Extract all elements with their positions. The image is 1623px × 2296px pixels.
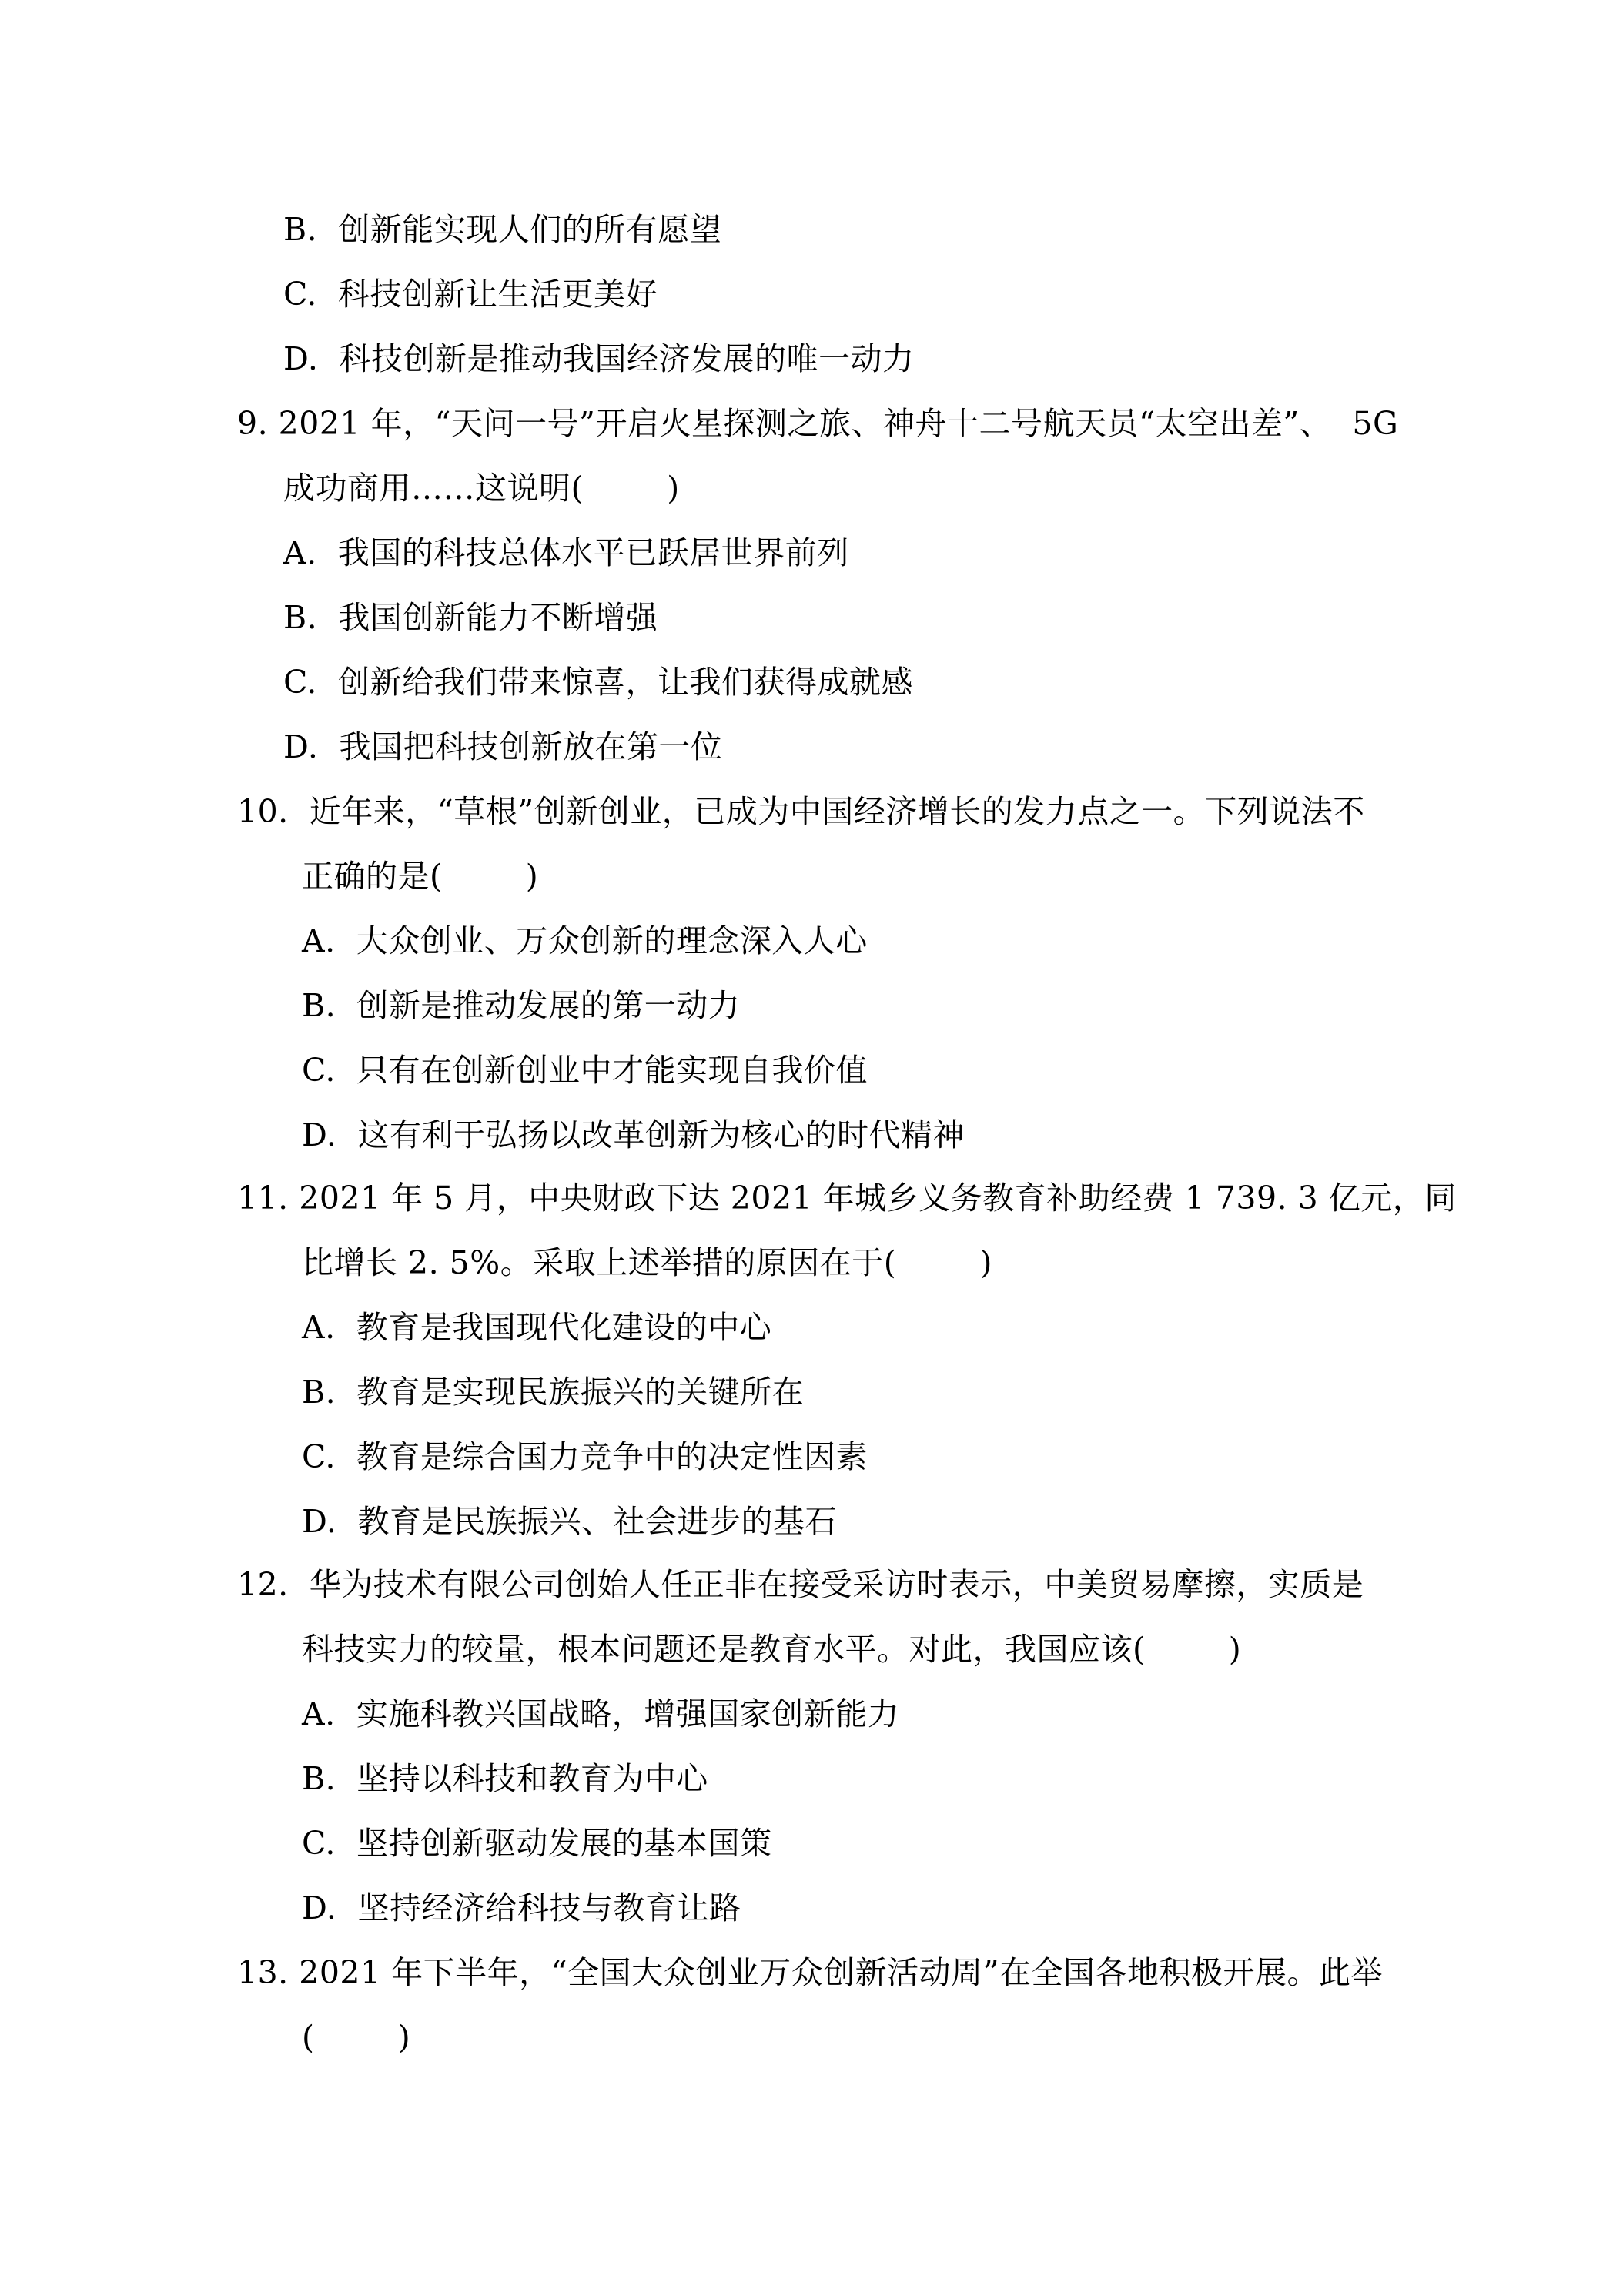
question-10-option-d: D. 这有利于弘扬以改革创新为核心的时代精神 (302, 1116, 965, 1153)
question-13-stem-line1: 13. 2021 年下半年，“全国大众创业万众创新活动周”在全国各地积极开展。此举 (237, 1954, 1384, 1991)
question-11-option-c: C. 教育是综合国力竞争中的决定性因素 (302, 1438, 868, 1475)
question-9-option-d: D. 我国把科技创新放在第一位 (283, 728, 723, 765)
question-11-option-d: D. 教育是民族振兴、社会进步的基石 (302, 1503, 838, 1540)
question-10-option-a: A. 大众创业、万众创新的理念深入人心 (302, 922, 868, 959)
question-9-option-a: A. 我国的科技总体水平已跃居世界前列 (283, 534, 849, 571)
question-11-stem-line2: 比增长 2. 5%。采取上述举措的原因在于( ) (302, 1244, 992, 1281)
question-12-stem-line2: 科技实力的较量，根本问题还是教育水平。对此，我国应该( ) (302, 1631, 1242, 1668)
question-9-option-b: B. 我国创新能力不断增强 (283, 599, 658, 636)
question-12-stem-line1: 12. 华为技术有限公司创始人任正非在接受采访时表示，中美贸易摩擦，实质是 (237, 1566, 1364, 1603)
question-12-option-b: B. 坚持以科技和教育为中心 (302, 1760, 708, 1797)
question-12-option-c: C. 坚持创新驱动发展的基本国策 (302, 1825, 772, 1862)
question-12-option-d: D. 坚持经济给科技与教育让路 (302, 1889, 741, 1926)
option-d-q8: D. 科技创新是推动我国经济发展的唯一动力 (283, 340, 915, 377)
question-10-option-b: B. 创新是推动发展的第一动力 (302, 987, 741, 1024)
question-10-stem-line2: 正确的是( ) (302, 858, 539, 895)
question-11-stem-line1: 11. 2021 年 5 月，中央财政下达 2021 年城乡义务教育补助经费 1 739. 3 亿元，同 (237, 1180, 1457, 1217)
question-12-option-a: A. 实施科教兴国战略，增强国家创新能力 (302, 1695, 900, 1732)
question-9-option-c: C. 创新给我们带来惊喜，让我们获得成就感 (283, 664, 914, 701)
question-11-option-a: A. 教育是我国现代化建设的中心 (302, 1309, 772, 1346)
question-11-option-b: B. 教育是实现民族振兴的关键所在 (302, 1374, 805, 1411)
question-9-stem-line2: 成功商用……这说明( ) (283, 470, 680, 507)
question-13-stem-line2: ( ) (302, 2019, 411, 2056)
question-10-stem-line1: 10. 近年来，“草根”创新创业，已成为中国经济增长的发力点之一。下列说法不 (237, 793, 1365, 830)
question-10-option-c: C. 只有在创新创业中才能实现自我价值 (302, 1052, 868, 1089)
question-9-stem-line1: 9. 2021 年，“天问一号”开启火星探测之旅、神舟十二号航天员“太空出差”、 5G (237, 405, 1399, 442)
option-b-q8: B. 创新能实现人们的所有愿望 (283, 211, 722, 248)
option-c-q8: C. 科技创新让生活更美好 (283, 276, 658, 313)
